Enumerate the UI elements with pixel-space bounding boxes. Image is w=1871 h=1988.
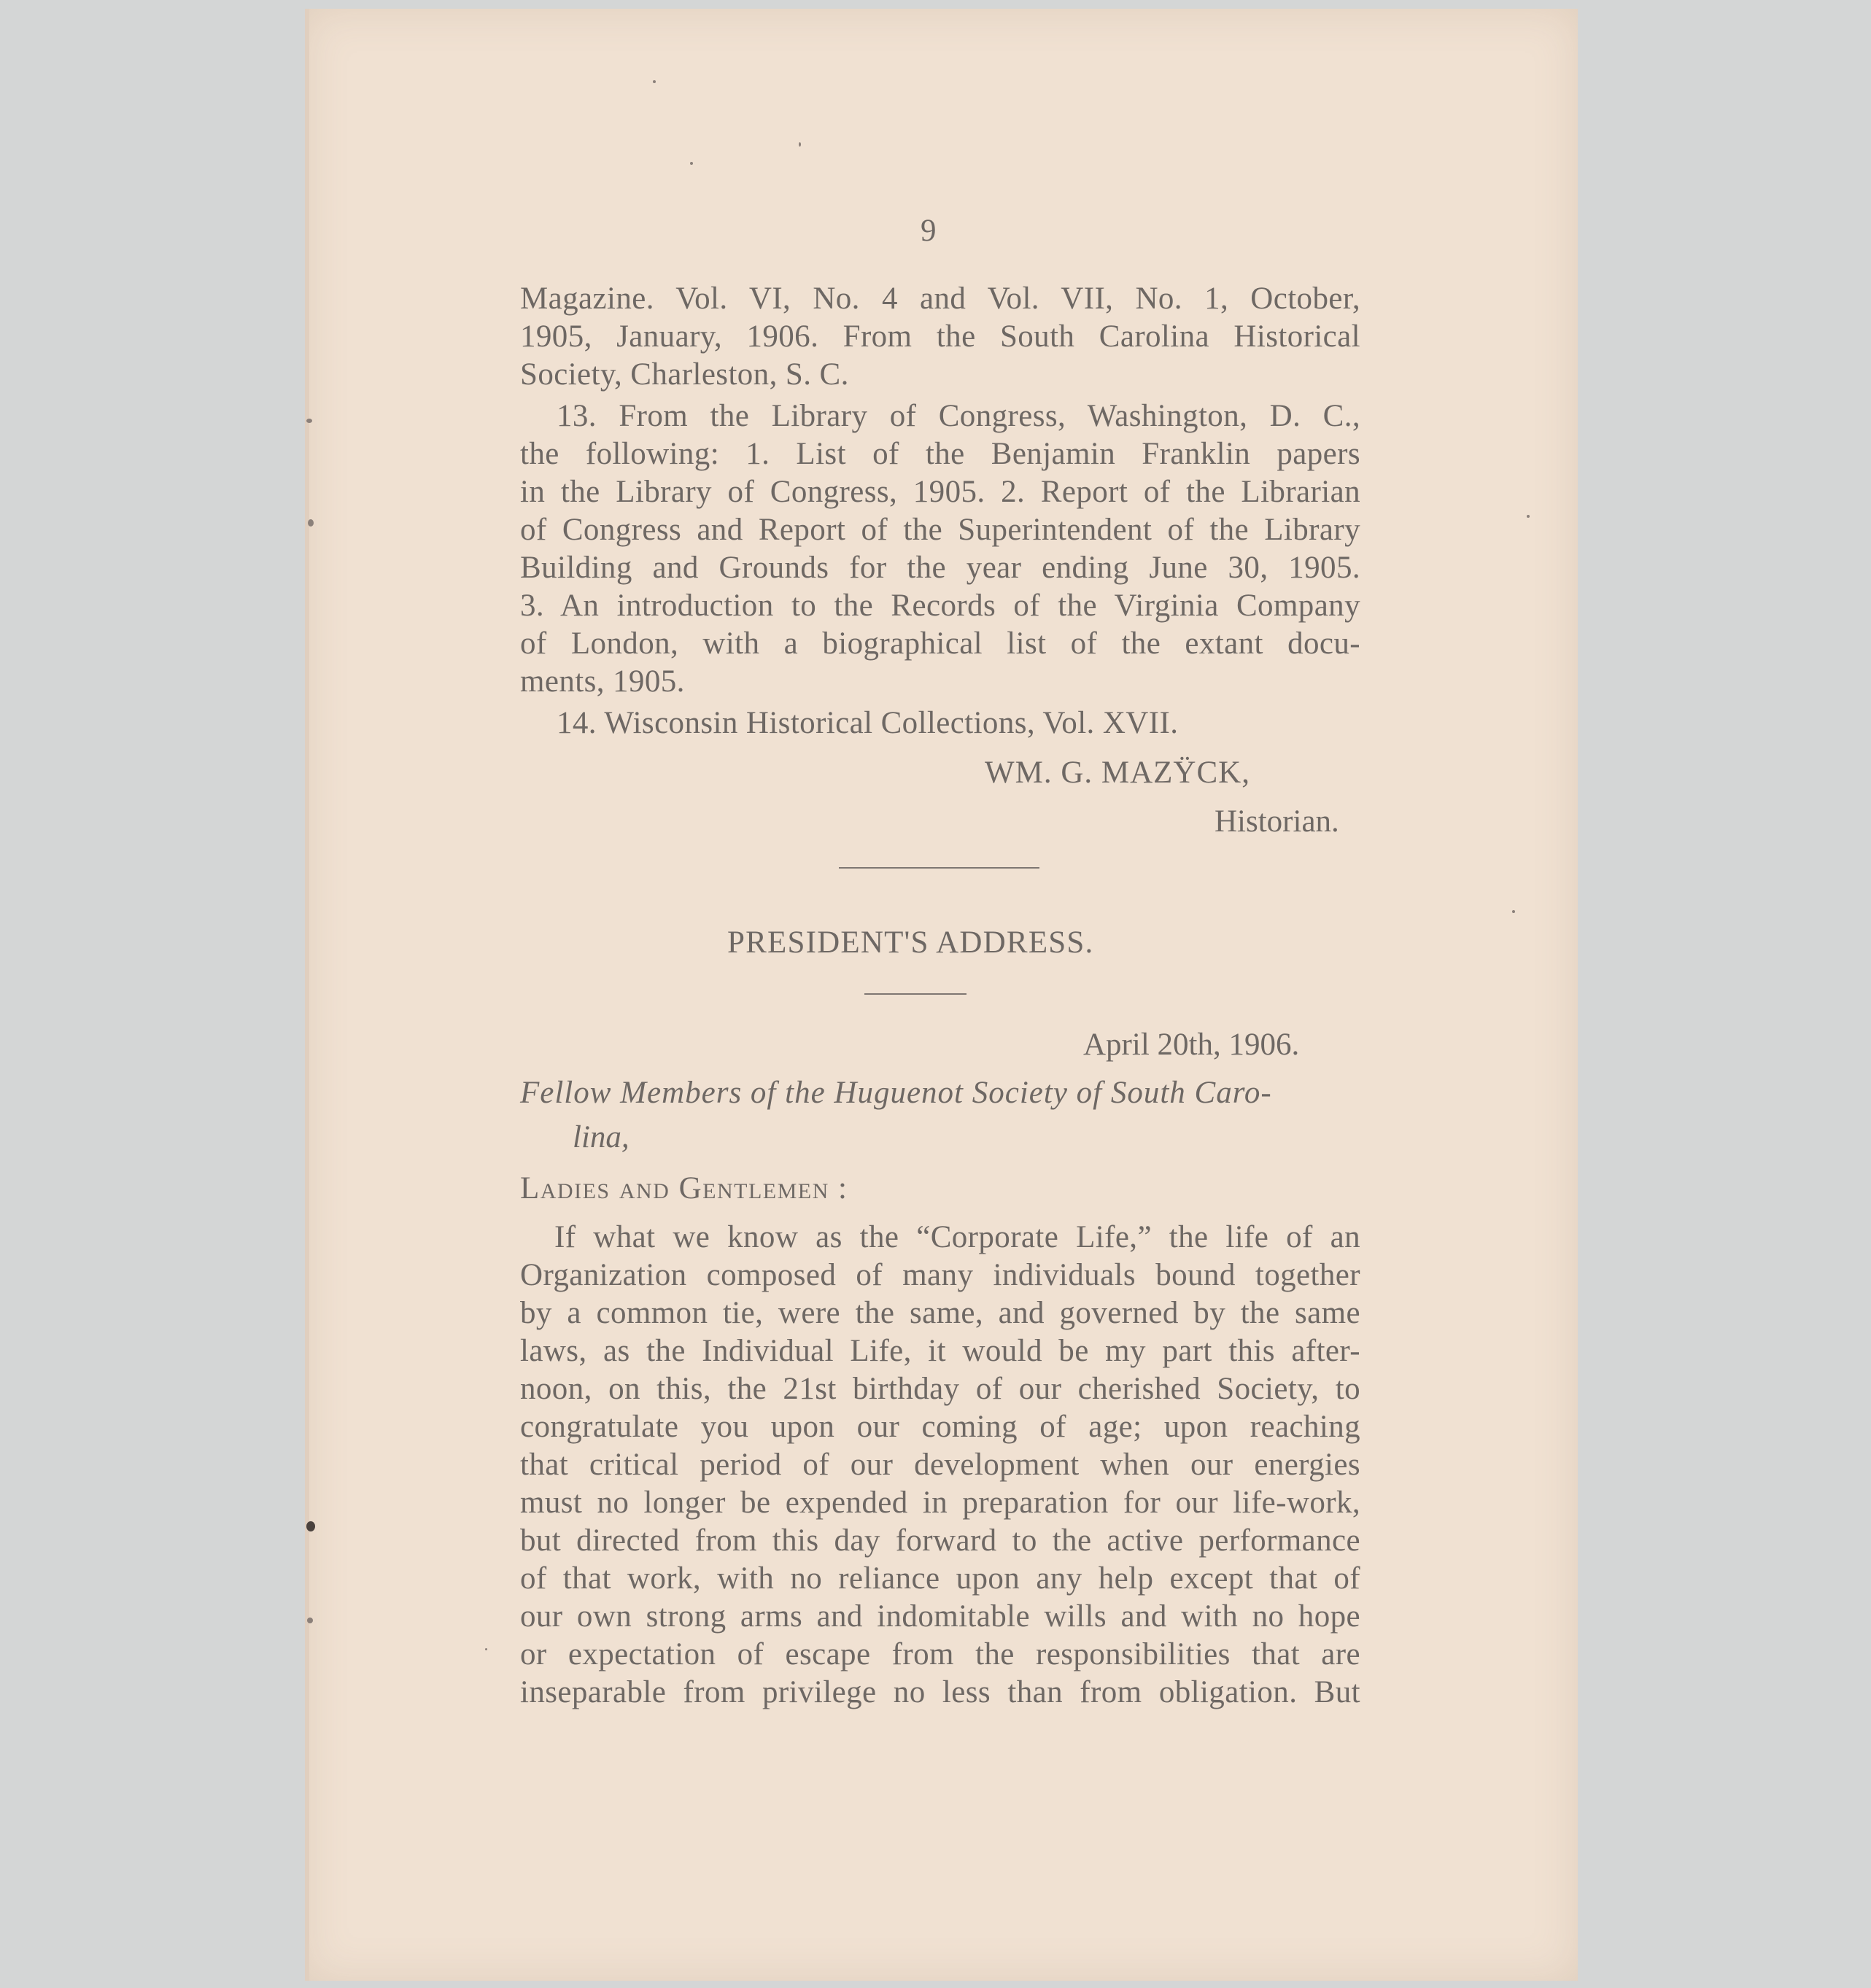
greeting: Ladies and Gentlemen : [520,1171,848,1205]
text-line: congratulate you upon our coming of age; upon reaching [520,1410,1360,1444]
text-line: ments, 1905. [520,664,685,699]
section-heading: PRESIDENT'S ADDRESS. [727,925,1094,960]
salutation-continued: lina, [573,1120,630,1154]
paper-speck [1527,515,1530,518]
text-line: must no longer be expended in preparation for our life-work, [520,1486,1360,1520]
text-line: in the Library of Congress, 1905. 2. Report of the Librarian [520,475,1360,509]
text-line: Magazine. Vol. VI, No. 4 and Vol. VII, No. 1, October, [520,281,1360,316]
text-line: If what we know as the “Corporate Life,” the life of an [554,1220,1360,1254]
text-line: 1905, January, 1906. From the South Carolina Historical [520,319,1360,354]
binding-mark [307,1618,313,1623]
text-line: noon, on this, the 21st birthday of our cherished Society, to [520,1372,1360,1406]
text-line: of London, with a biographical list of the extant docu- [520,626,1360,661]
binding-mark [306,1521,315,1531]
paper-speck [485,1648,487,1650]
binding-mark [308,519,314,527]
text-line: of that work, with no reliance upon any help except that of [520,1561,1360,1596]
text-line: 14. Wisconsin Historical Collections, Vol. XVII. [557,706,1179,740]
page-number: 9 [921,214,937,248]
text-line: inseparable from privilege no less than from obligation. But [520,1675,1360,1709]
signature-title: Historian. [1215,804,1339,839]
text-line: of Congress and Report of the Superintendent of the Library [520,513,1360,547]
text-line: or expectation of escape from the responsibilities that are [520,1637,1360,1671]
paper-speck [1512,910,1515,913]
text-line: that critical period of our development when our energies [520,1448,1360,1482]
text-line: our own strong arms and indomitable wills and with no hope [520,1599,1360,1634]
section-rule [864,993,967,995]
binding-mark [306,419,312,423]
text-line: but directed from this day forward to the active performance [520,1523,1360,1558]
text-line: by a common tie, were the same, and governed by the same [520,1296,1360,1330]
text-line: 3. An introduction to the Records of the Virginia Company [520,589,1360,623]
text-line: Society, Charleston, S. C. [520,357,849,392]
paper-speck [799,142,801,147]
text-line: 13. From the Library of Congress, Washington, D. C., [557,399,1360,433]
text-line: laws, as the Individual Life, it would be my part this after- [520,1334,1360,1368]
paper-speck [653,80,656,83]
address-date: April 20th, 1906. [1083,1028,1300,1062]
signature-name: WM. G. MAZŸCK, [985,756,1250,790]
text-line: Organization composed of many individuals bound together [520,1258,1360,1292]
section-rule [839,867,1039,869]
paper-speck [690,162,693,165]
text-line: the following: 1. List of the Benjamin Franklin papers [520,437,1360,471]
text-line: Building and Grounds for the year ending June 30, 1905. [520,551,1360,585]
salutation: Fellow Members of the Huguenot Society of South Caro- [520,1076,1272,1110]
page-edge-shadow [305,9,309,1981]
